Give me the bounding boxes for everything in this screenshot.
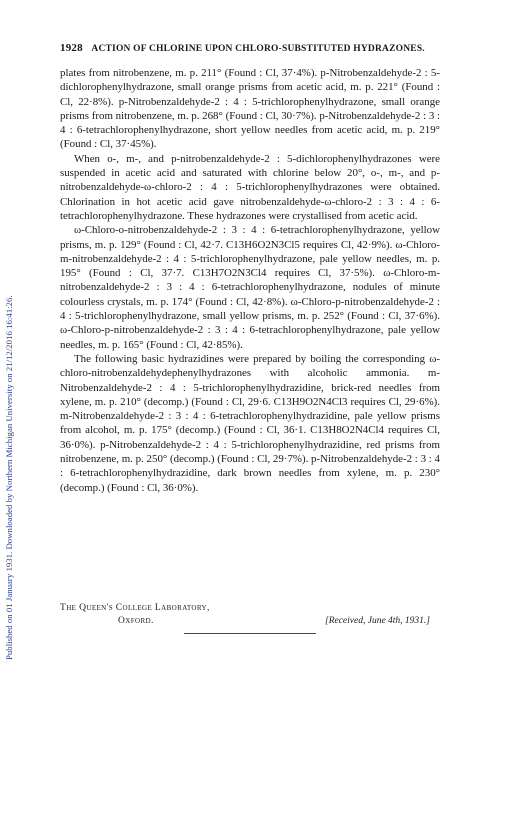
download-side-note <box>4 100 18 660</box>
paragraph-4: The following basic hydrazidines were prepared by boiling the corresponding ω-chloro-nitrobenzaldehydephenylhydrazones with alcoholic ammonia. m-Nitrobenzaldehyde-2 : 4 : 5-trichlorophenylhydrazidine, brick-red needles from xylene, m. p. 210° (decomp.) (Found : Cl, 29·6. C13H9O2N4Cl3 requires Cl, 29·6%). m-Nitrobenzaldehyde-2 : 3 : 4 : 6-tetrachlorophenylhydrazidine, pale yellow prisms from alcohol, m. p. 175° (decomp.) (Found : Cl, 36·1. C13H8O2N4Cl4 requires Cl, 36·0%). p-Nitrobenzaldehyde-2 : 4 : 5-trichlorophenylhydrazidine, red prisms from nitrobenzene, m. p. 250° (decomp.) (Found : Cl, 29·7%). p-Nitrobenzaldehyde-2 : 3 : 4 : 6-tetrachlorophenylhydrazidine, dark brown needles from xylene, m. p. 230° (decomp.) (Found : Cl, 36·0%). <box>60 352 440 494</box>
paragraph-1: plates from nitrobenzene, m. p. 211° (Found : Cl, 37·4%). p-Nitrobenzaldehyde-2 : 5-dichlorophenylhydrazone, small orange prisms from acetic acid, m. p. 221° (Found : Cl, 22·8%). p-Nitrobenzaldehyde-2 : 4 : 5-trichlorophenylhydrazone, small orange prisms from nitrobenzene, m. p. 268° (Found : Cl, 30·7%). p-Nitrobenzaldehyde-2 : 3 : 4 : 6-tetrachlorophenylhydrazone, short yellow needles from acetic acid, m. p. 219° (Found : Cl, 37·45%). <box>60 67 441 151</box>
received-date: [Received, June 4th, 1931.] <box>325 616 430 626</box>
paragraph-3: ω-Chloro-o-nitrobenzaldehyde-2 : 3 : 4 : 6-tetrachlorophenylhydrazone, yellow prisms, m. p. 129° (Found : Cl, 42·7. C13H6O2N3Cl5 requires Cl, 42·9%). ω-Chloro-m-nitrobenzaldehyde-2 : 4 : 5-trichlorophenylhydrazone, pale yellow needles, m. p. 195° (Found : Cl, 37·7. C13H7O2N3Cl4 requires Cl, 37·5%). ω-Chloro-m-nitrobenzaldehyde-2 : 3 : 4 : 6-tetrachlorophenylhydrazone, nodules of minute colourless crystals, m. p. 174° (Found : Cl, 42·8%). ω-Chloro-p-nitrobenzaldehyde-2 : 4 : 5-trichlorophenylhydrazone, small yellow prisms, m. p. 252° (Found : Cl, 37·6%). ω-Chloro-p-nitrobenzaldehyde-2 : 3 : 4 : 6-tetrachlorophenylhydrazone, pale yellow needles, m. p. 165° (Found : Cl, 42·85%). <box>60 224 440 351</box>
download-side-note-text: Published on 01 January 1931. Downloaded by Northern Michigan University on 21/12/2016 16:41:26. <box>4 295 14 660</box>
article-footer <box>60 602 440 628</box>
page-header <box>60 42 460 56</box>
laboratory-line-1: The Queen's College Laboratory, <box>60 603 210 613</box>
page-number: 1928 <box>60 42 83 54</box>
end-rule <box>184 633 316 634</box>
running-title: ACTION OF CHLORINE UPON CHLORO-SUBSTITUTED HYDRAZONES. <box>91 44 425 54</box>
paragraph-2: When o-, m-, and p-nitrobenzaldehyde-2 : 5-dichlorophenylhydrazones were suspended in acetic acid and saturated with chlorine below 20°, o-, m-, and p-nitrobenzaldehyde-ω-chloro-2 : 4 : 5-trichlorophenylhydrazones were obtained. Chlorination in hot acetic acid gave nitrobenzaldehyde-ω-chloro-2 : 3 : 4 : 6-tetrachlorophenylhydrazone. These hydrazones were crystallised from acetic acid. <box>60 152 440 222</box>
laboratory-line-2: Oxford. <box>118 616 154 626</box>
article-body <box>60 66 440 495</box>
